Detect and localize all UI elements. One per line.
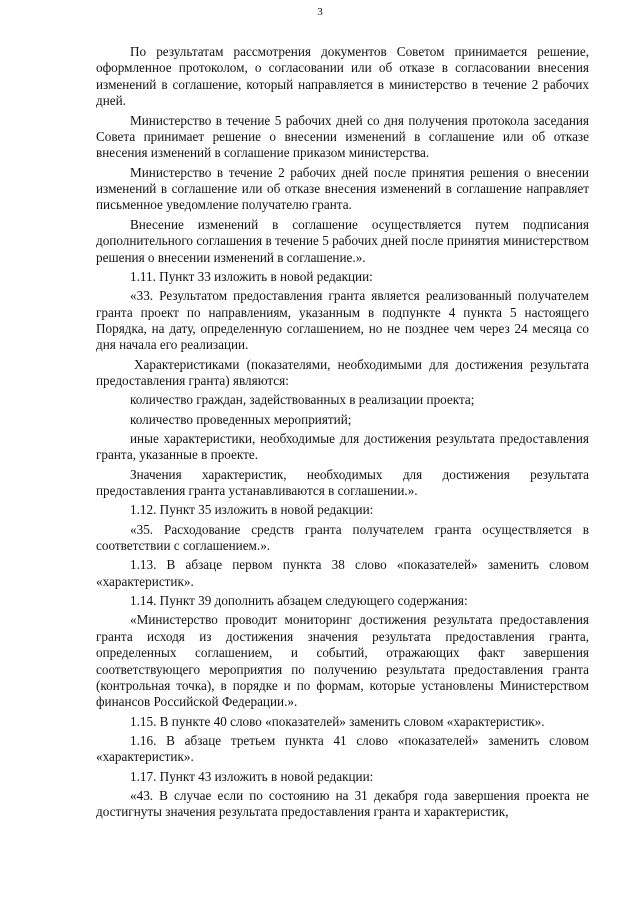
paragraph-item-1-11: 1.11. Пункт 33 изложить в новой редакции: [130, 268, 373, 284]
paragraph-ministry-decision: Министерство в течение 5 рабочих дней со дня получения протокола заседания Совета принимает решение о внесении изменений в соглашение или об отказе внесения изменений в соглашение приказом министерства. [96, 112, 589, 161]
paragraph-item-33: «33. Результатом предоставления гранта является реализованный получателем гранта проект по направлениям, указанным в подпункте 4 пункта 5 настоящего Порядка, на дату, определенную соглашением, но не позднее чем через 24 месяца со дня начала его реализации. [96, 288, 589, 353]
paragraph-characteristics: Характеристиками (показателями, необходимыми для достижения результата предоставления гранта) являются: [96, 356, 589, 389]
paragraph-item-35: «35. Расходование средств гранта получателем гранта осуществляется в соответствии с соглашением.». [96, 521, 589, 554]
paragraph-citizens-count: количество граждан, задействованных в реализации проекта; [130, 392, 475, 408]
paragraph-events-count: количество проведенных мероприятий; [130, 411, 352, 427]
paragraph-item-1-13: 1.13. В абзаце первом пункта 38 слово «показателей» заменить словом «характеристик». [96, 557, 589, 589]
paragraph-monitoring: «Министерство проводит мониторинг достижения результата предоставления гранта исходя из достижения значения результата предоставления гранта, определенных соглашением, и событий, отражающих факт завершения соответствующего мероприятия по получению результата предоставления гранта (контрольная точка), в порядке и по формам, которые установлены Министерством финансов Российской Федерации.». [96, 612, 589, 710]
document-body [96, 44, 589, 824]
paragraph-notification: Министерство в течение 2 рабочих дней после принятия решения о внесении изменений в соглашение или об отказе внесения изменений в соглашение направляет письменное уведомление получателю гранта. [96, 164, 589, 213]
paragraph-item-1-14: 1.14. Пункт 39 дополнить абзацем следующего содержания: [130, 593, 468, 609]
paragraph-council-decision: По результатам рассмотрения документов Советом принимается решение, оформленное протоколом, о согласовании или об отказе в согласовании внесения изменений в соглашение, который направляется в министерство в течение 2 рабочих дней. [96, 44, 589, 109]
page-number: 3 [317, 6, 323, 18]
paragraph-item-43: «43. В случае если по состоянию на 31 декабря года завершения проекта не достигнуты значения результата предоставления гранта и характеристик, [96, 787, 589, 820]
paragraph-other-characteristics: иные характеристики, необходимые для достижения результата предоставления гранта, указанные в проекте. [96, 430, 589, 463]
paragraph-item-1-16: 1.16. В абзаце третьем пункта 41 слово «показателей» заменить словом «характеристик». [96, 732, 589, 765]
paragraph-additional-agreement: Внесение изменений в соглашение осуществляется путем подписания дополнительного соглашения в течение 5 рабочих дней после принятия министерством решения о внесении изменений в соглашение.». [96, 216, 589, 265]
paragraph-item-1-17: 1.17. Пункт 43 изложить в новой редакции: [130, 768, 374, 784]
paragraph-item-1-15: 1.15. В пункте 40 слово «показателей» заменить словом «характеристик». [130, 713, 545, 729]
paragraph-characteristic-values: Значения характеристик, необходимых для достижения результата предоставления гранта устанавливаются в соглашении.». [96, 466, 589, 499]
paragraph-item-1-12: 1.12. Пункт 35 изложить в новой редакции: [130, 502, 374, 518]
